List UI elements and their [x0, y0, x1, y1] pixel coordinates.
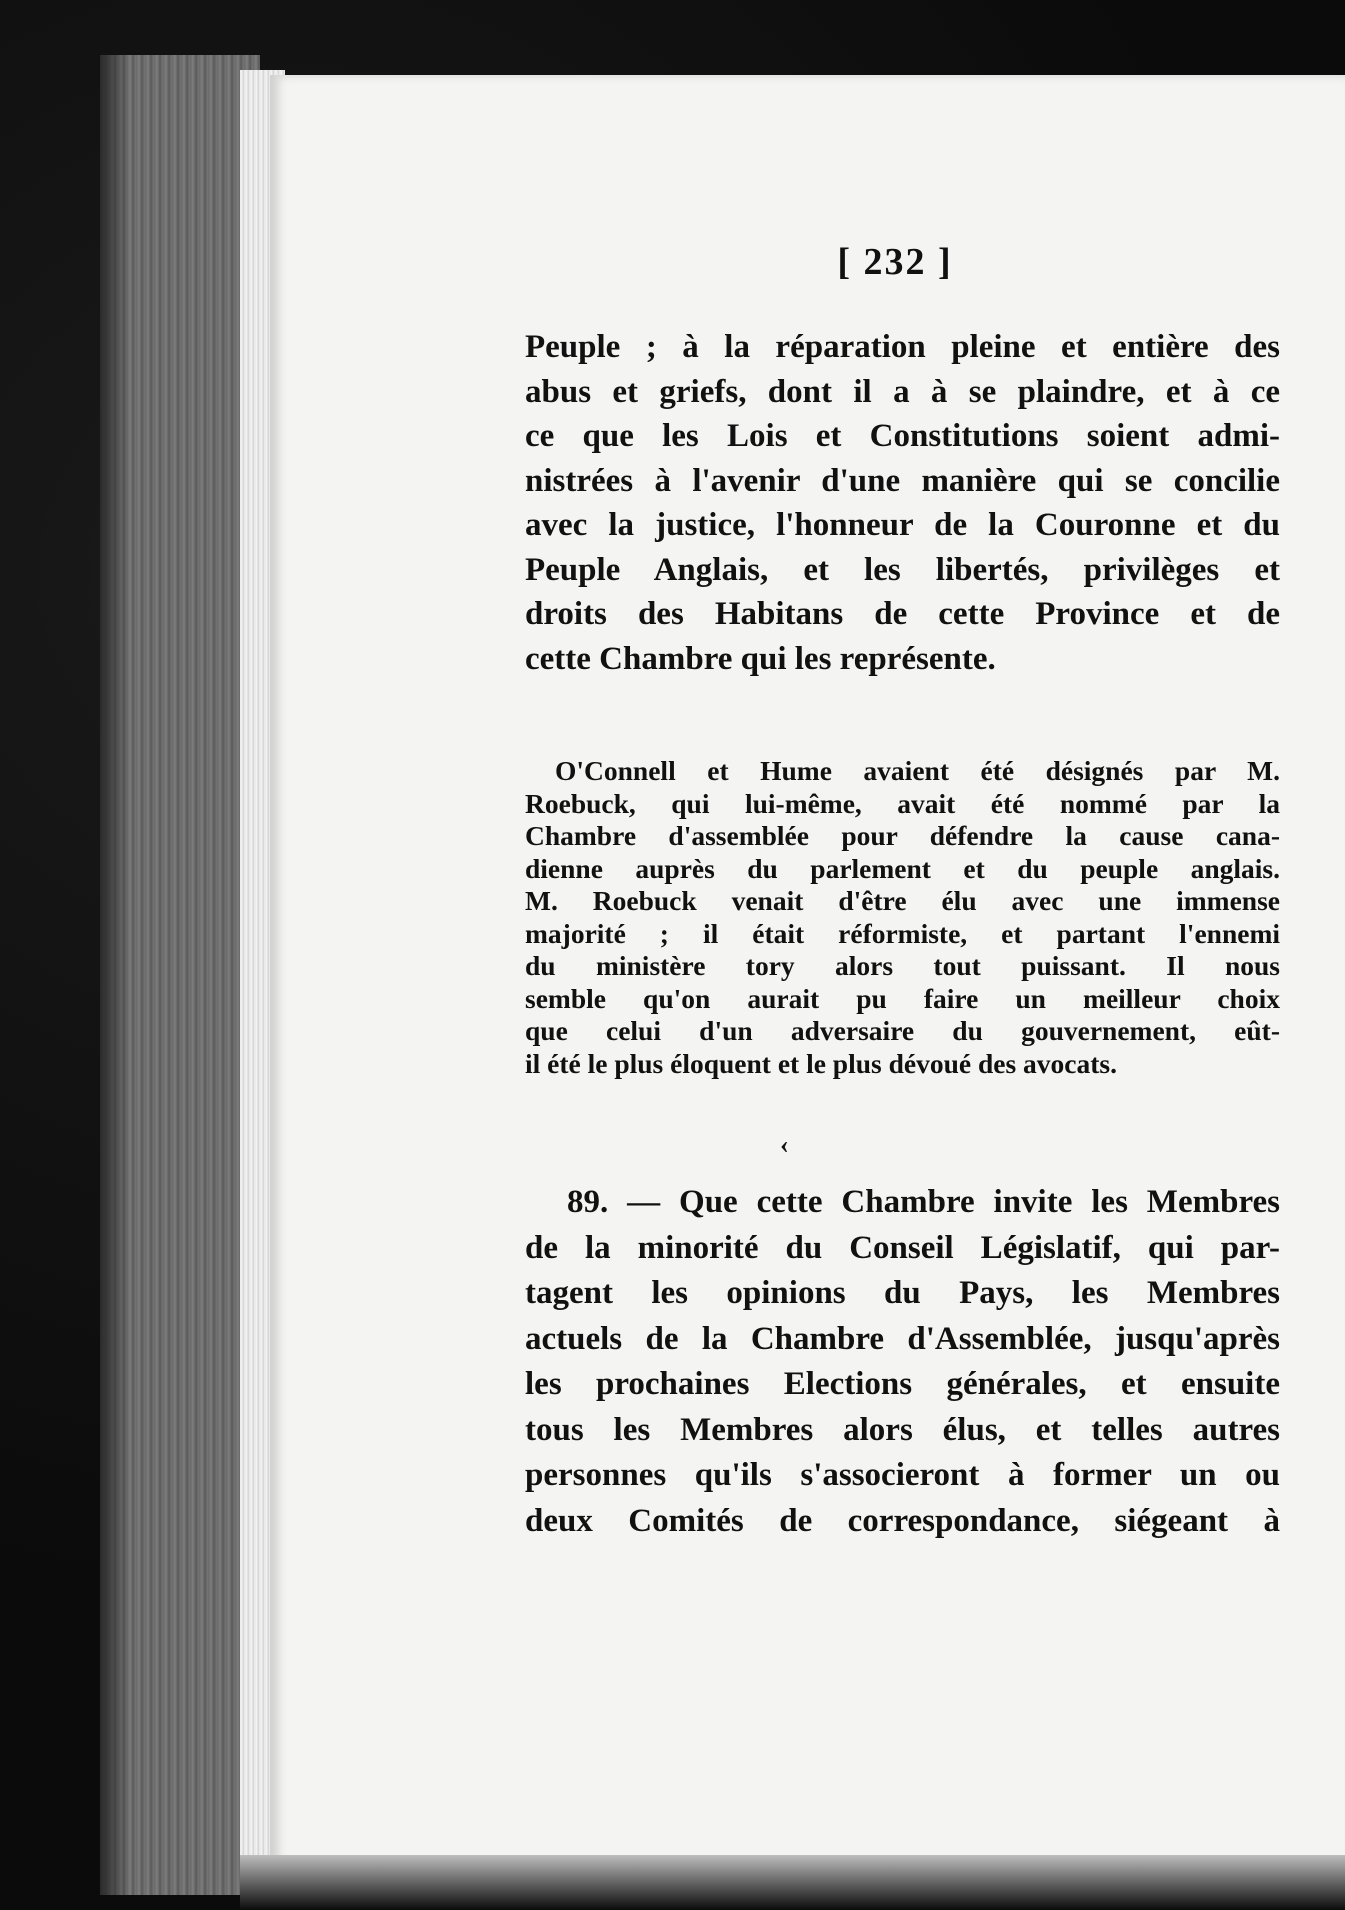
- text-line: personnes qu'ils s'associeront à former un ou: [525, 1457, 1280, 1493]
- paragraph-resolution-end: [525, 325, 1280, 681]
- page-bottom-shadow: [240, 1855, 1345, 1910]
- text-line: les prochaines Elections générales, et ensuite: [525, 1366, 1280, 1402]
- text-line: abus et griefs, dont il a à se plaindre, et à ce: [525, 373, 1280, 410]
- text-line: M. Roebuck venait d'être élu avec une immense: [525, 885, 1280, 916]
- text-line: Roebuck, qui lui-même, avait été nommé par la: [525, 787, 1280, 819]
- text-line: majorité ; il était réformiste, et partant l'ennemi: [525, 917, 1280, 949]
- text-line: dienne auprès du parlement et du peuple anglais.: [525, 852, 1280, 884]
- text-line: 89. — Que cette Chambre invite les Membres: [567, 1184, 1280, 1220]
- text-line: droits des Habitans de cette Province et de: [525, 596, 1280, 632]
- text-line: cette Chambre qui les représente.: [525, 640, 996, 677]
- text-line: du ministère tory alors tout puissant. Il nous: [525, 950, 1280, 981]
- text-line: Chambre d'assemblée pour défendre la cause cana-: [525, 820, 1280, 851]
- text-line: de la minorité du Conseil Législatif, qui par-: [525, 1229, 1280, 1266]
- spine-shadow: [100, 55, 130, 1895]
- text-line: tous les Membres alors élus, et telles autres: [525, 1411, 1280, 1448]
- text-line: O'Connell et Hume avaient été désignés par M.: [555, 755, 1280, 786]
- page-number: [ 232 ]: [837, 241, 953, 283]
- text-line: Peuple Anglais, et les libertés, privilèges et: [525, 551, 1280, 588]
- paragraph-commentary: [525, 755, 1280, 1080]
- text-line: nistrées à l'avenir d'une manière qui se concilie: [525, 462, 1280, 499]
- text-line: tagent les opinions du Pays, les Membres: [525, 1275, 1280, 1311]
- text-line: ce que les Lois et Constitutions soient admi-: [525, 418, 1280, 454]
- ink-mark: ‹: [780, 1130, 789, 1159]
- text-line: deux Comités de correspondance, siégeant à: [525, 1502, 1280, 1539]
- text-line: il été le plus éloquent et le plus dévoué des avocats.: [525, 1047, 1118, 1079]
- text-line: avec la justice, l'honneur de la Couronne et du: [525, 507, 1280, 543]
- text-line: semble qu'on aurait pu faire un meilleur choix: [525, 982, 1280, 1014]
- paragraph-resolution-89: [525, 1180, 1280, 1544]
- text-line: actuels de la Chambre d'Assemblée, jusqu'après: [525, 1320, 1280, 1357]
- text-line: Peuple ; à la réparation pleine et entière des: [525, 329, 1280, 365]
- text-line: que celui d'un adversaire du gouvernement, eût-: [525, 1015, 1280, 1046]
